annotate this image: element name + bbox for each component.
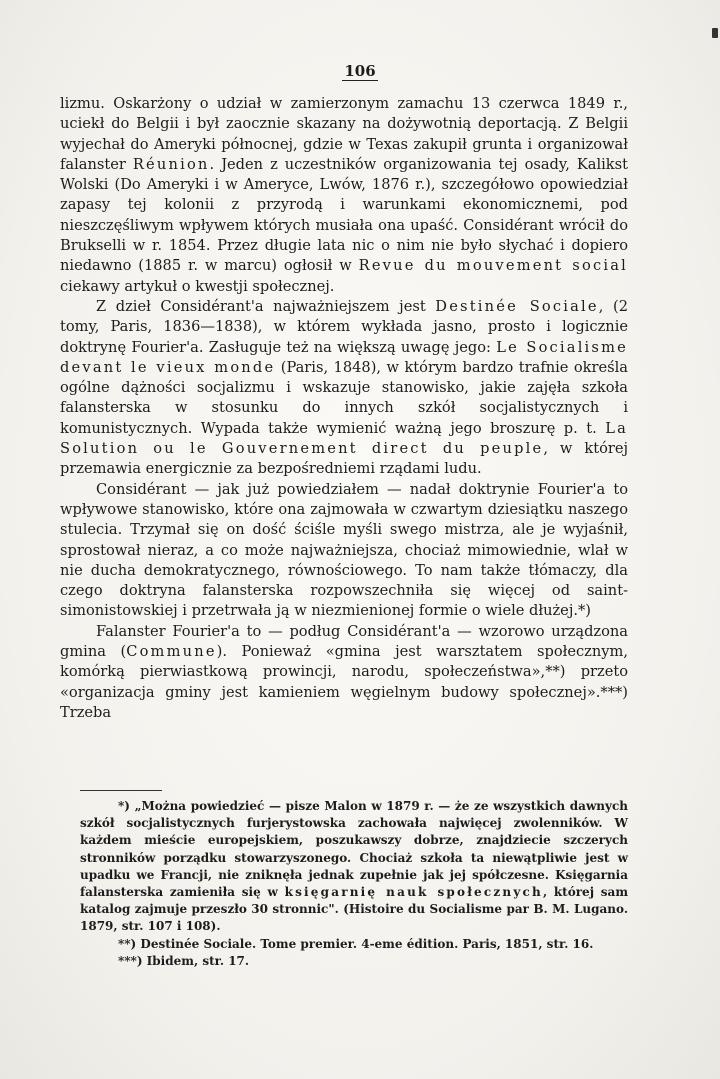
spaced-text: Destinée Sociale [435, 297, 599, 315]
page-number [0, 62, 720, 80]
text-run: Considérant — jak już powiedziałem — nadał doktrynie Fourier'a to wpływowe stanowisko, które ona zajmowała w czwartym dziesiątku naszego stulecia. Trzymał się on dość ściśle myśli swego mistrza, ale je wyjaśnił, sprostował nieraz, a co może najważniejsza, chociaż mimowiednie, wlał w nie ducha demokratycznego, równościowego. To nam także tłómaczy, dla czego doktryna falansterska rozpowszechniła się więcej od saint-simonistowskiej i przetrwała ją w niezmienionej formie o wiele dłużej.*) [60, 480, 628, 620]
paragraph [60, 94, 628, 297]
text-run: Z dzieł Considérant'a najważniejszem jest [96, 297, 436, 315]
spaced-text: La Solution ou le Gouvernement direct du peuple [60, 419, 628, 458]
spaced-text: Le Socialisme devant le vieux monde [60, 338, 628, 376]
text-run: Falanster Fourier'a to — podług Considérant'a — wzorowo urządzona gmina ( [60, 622, 628, 661]
text-run: , której sam katalog zajmuje przeszło 30 stronnic". (Histoire du Socialisme par B. M. Lugano. 1879, str. 107 i 108). [80, 885, 629, 934]
paragraph [60, 297, 628, 480]
footnotes [80, 798, 628, 970]
text-run: ). Ponieważ «gmina jest warsztatem społecznym, komórką pierwiastkową prowincji, narodu, społeczeństwa»,**) przeto «organizacja gminy jest kamieniem węgielnym budowy społecznej».***) Trzeba [60, 643, 628, 721]
page-edge-mark [712, 28, 718, 38]
text-run: lizmu. Oskarżony o udział w zamierzonym zamachu 13 czerwca 1849 r., uciekł do Belgii i był zaocznie skazany na dożywotnią deportacją. Z Belgii wyjechał do Ameryki północnej, gdzie w Texas zakupił grunta i organizował falanster [60, 95, 628, 173]
text-run: , w której przemawia energicznie za bezpośredniemi rządami ludu. [60, 440, 628, 478]
footnote [80, 798, 628, 936]
text-run: , (2 tomy, Paris, 1836—1838), w którem wykłada jasno, prosto i logicznie doktrynę Fourier'a. Zasługuje też na większą uwagę jego: [60, 297, 628, 356]
paragraph [60, 480, 628, 622]
body-text [60, 94, 628, 723]
text-run: **) Destinée Sociale. Tome premier. 4-eme édition. Paris, 1851, str. 16. [118, 936, 594, 951]
text-run: ***) Ibidem, str. 17. [118, 953, 250, 968]
spaced-text: Commune [126, 643, 217, 661]
spaced-text: księgarnię nauk społecznych [284, 885, 543, 900]
page-number-text: 106 [344, 62, 376, 80]
spaced-text: Revue du mouvement social [358, 257, 628, 275]
footnote [80, 936, 628, 953]
text-run: *) „Można powiedzieć — pisze Malon w 1879 r. — że ze wszystkich dawnych szkół socjalistycznych furjerystowska zachowała najwięcej zwolenników. W każdem mieście europejskiem, poszukawszy dobrze, znajdziecie szczerych stronników porządku stowarzyszonego. Chociaż szkoła ta niewątpliwie jest w upadku we Francji, nie zniknęła jednak zupełnie jak jej spółczesne. Księgarnia falansterska zamieniła się w [80, 799, 628, 900]
text-run: ciekawy artykuł o kwestji społecznej. [60, 277, 335, 295]
spaced-text: Réunion [132, 155, 210, 173]
text-run: (Paris, 1848), w którym bardzo trafnie określa ogólne dążności socjalizmu i wskazuje stanowisko, jakie zajęła szkoła falansterska w stosunku do innych szkół socjalistycznych i komunistycznych. Wypada także wymienić ważną jego broszurę p. t. [60, 358, 628, 437]
footnote [80, 953, 628, 970]
footnote-divider [80, 790, 162, 791]
paragraph [60, 622, 628, 723]
text-run: . Jeden z uczestników organizowania tej osady, Kalikst Wolski (Do Ameryki i w Ameryce, Lwów, 1876 r.), szczegółowo opowiedział zapasy tej kolonii z przyrodą i warunkami ekonomicznemi, pod nieszczęśliwym wpływem których musiała ona upaść. Considérant wrócił do Brukselli w r. 1854. Przez długie lata nic o nim nie było słychać i dopiero niedawno (1885 r. w marcu) ogłosił w [60, 155, 628, 275]
